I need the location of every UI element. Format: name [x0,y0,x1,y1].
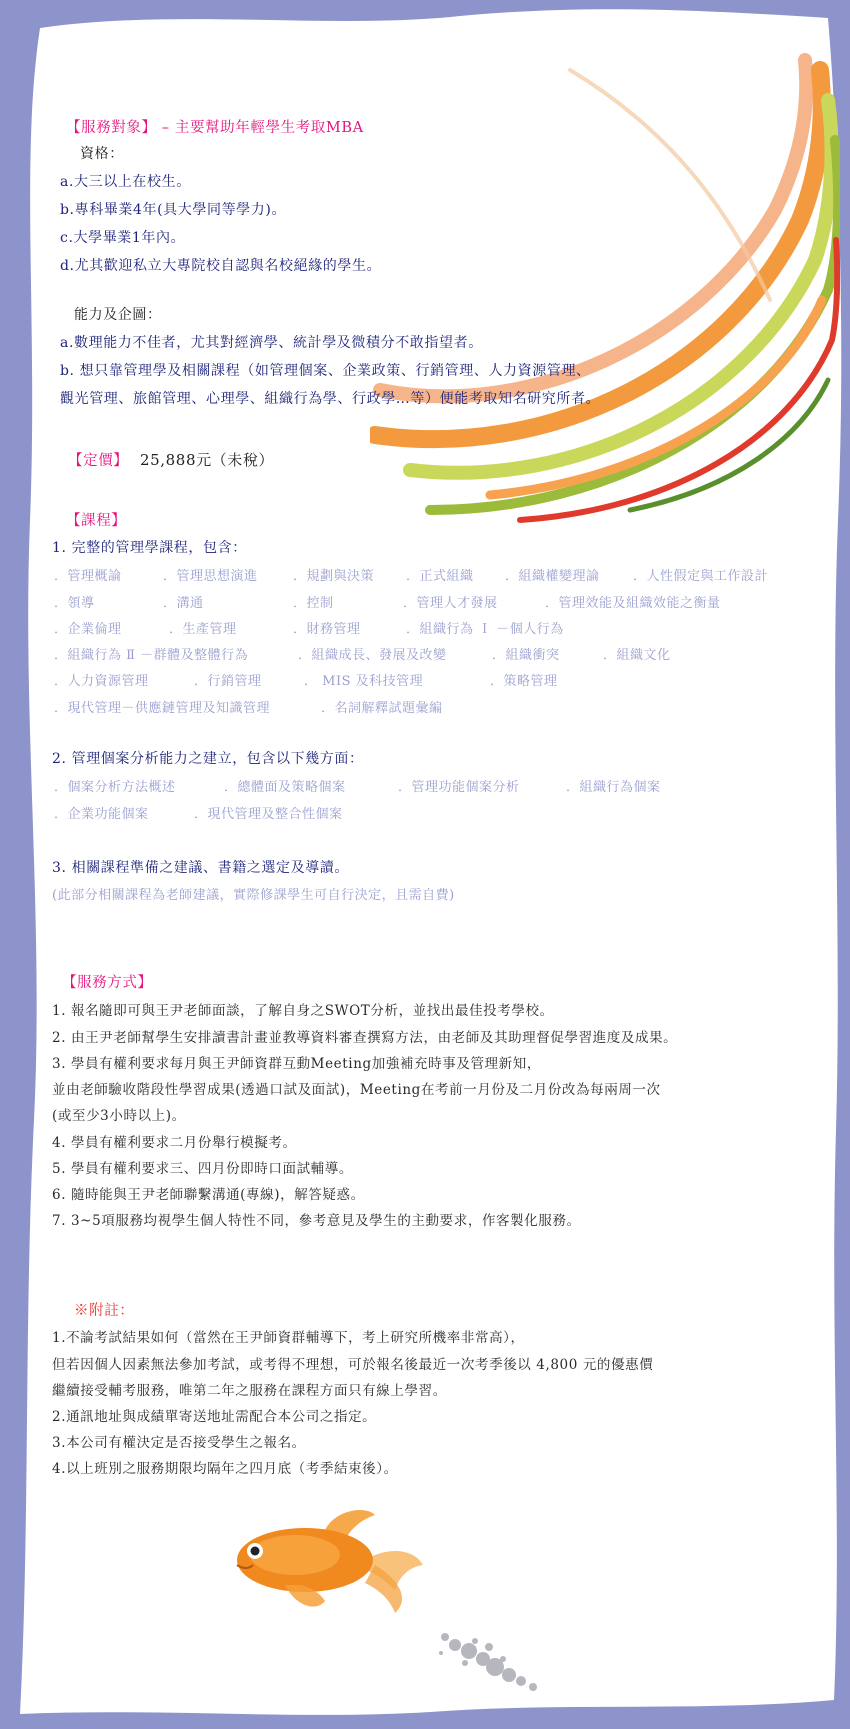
course-item: ．正式組織 [406,569,474,584]
note-line: 2.通訊地址與成績單寄送地址需配合本公司之指定。 [52,1409,377,1425]
course-item: ．企業倫理 [54,622,122,637]
service-line: 1. 報名隨即可與王尹老師面談，了解自身之SWOT分析，並找出最佳投考學校。 [52,1003,554,1019]
course-item: ．名詞解釋試題彙編 [321,701,443,716]
course-item: ．人力資源管理 [54,674,149,689]
course-item: ．組織衝突 [492,648,560,663]
course-item: ．管理效能及組織效能之衡量 [545,596,721,611]
service-line: 並由老師驗收階段性學習成果(透過口試及面試)，Meeting在考前一月份及二月份改為每兩周一次 [52,1082,661,1098]
note-line: 但若因個人因素無法參加考試，或考得不理想，可於報名後最近一次考季後以 4,800 元的優惠價 [52,1357,654,1373]
course-item: ． MIS 及科技管理 [304,674,424,689]
service-heading: 【服務方式】 [62,975,153,991]
case-item: ．管理功能個案分析 [398,780,520,795]
qualification-item: a.大三以上在校生。 [60,174,191,190]
course-item: ．財務管理 [293,622,361,637]
course-item: ．管理人才發展 [403,596,498,611]
course-item: ．領導 [54,596,95,611]
course-item: ．組織行為 Ｉ －個人行為 [406,622,564,637]
course-part2-title: 2. 管理個案分析能力之建立，包含以下幾方面： [52,751,364,767]
course-item: ．組織行為 Ⅱ －群體及整體行為 [54,648,249,663]
qualification-label: 資格： [80,146,124,162]
note-line: 3.本公司有權決定是否接受學生之報名。 [52,1435,306,1451]
course-item: ．組織文化 [603,648,671,663]
ability-item: 觀光管理、旅館管理、心理學、組織行為學、行政學…等）便能考取知名研究所者。 [60,391,601,407]
note-line: 繼續接受輔考服務，唯第二年之服務在課程方面只有線上學習。 [52,1383,447,1399]
case-item: ．企業功能個案 [54,807,149,822]
ability-item: a.數理能力不佳者，尤其對經濟學、統計學及微積分不敢指望者。 [60,335,483,351]
service-line: 2. 由王尹老師幫學生安排讀書計畫並教導資料審查撰寫方法，由老師及其助理督促學習進度及成果。 [52,1030,678,1046]
service-line: 3. 學員有權利要求每月與王尹師資群互動Meeting加強補充時事及管理新知， [52,1056,541,1072]
course-item: ．規劃與決策 [293,569,375,584]
qualification-item: c.大學畢業1年內。 [60,230,186,246]
ability-label: 能力及企圖： [74,307,162,323]
course-item: ．組織成長、發展及改變 [298,648,447,663]
course-item: ．管理概論 [54,569,122,584]
qualification-item: d.尤其歡迎私立大專院校自認與名校絕緣的學生。 [60,258,382,274]
target-heading: 【服務對象】 – 主要幫助年輕學生考取MBA [66,120,364,136]
case-item: ．總體面及策略個案 [224,780,346,795]
price-value: 25,888元（未稅） [140,451,275,469]
service-line: 6. 隨時能與王尹老師聯繫溝通(專線)，解答疑惑。 [52,1187,365,1203]
course-item: ．生產管理 [169,622,237,637]
ink-splash-graphic [425,1625,555,1705]
course-part3-title: 3. 相關課程準備之建議、書籍之選定及導讀。 [52,860,350,876]
course-part1-title: 1. 完整的管理學課程，包含： [52,540,247,556]
course-item: ．組織權變理論 [505,569,600,584]
note-line: 4.以上班別之服務期限均隔年之四月底（考季結束後）。 [52,1461,398,1477]
ability-item: b. 想只靠管理學及相關課程（如管理個案、企業政策、行銷管理、人力資源管理、 [60,363,591,379]
qualification-item: b.專科畢業4年(具大學同等學力)。 [60,202,287,218]
case-item: ．現代管理及整合性個案 [194,807,343,822]
goldfish-illustration [225,1505,425,1615]
service-line: 4. 學員有權利要求二月份舉行模擬考。 [52,1135,297,1151]
course-part3-note: (此部分相關課程為老師建議，實際修課學生可自行決定，且需自費) [52,888,455,903]
note-line: 1.不論考試結果如何（當然在王尹師資群輔導下，考上研究所機率非常高）， [52,1330,525,1346]
course-item: ．行銷管理 [194,674,262,689]
rainbow-swoosh-graphic [370,40,840,560]
price-label: 【定價】 [68,453,129,469]
course-item: ．策略管理 [490,674,558,689]
course-item: ．管理思想演進 [163,569,258,584]
course-item: ．現代管理－供應鏈管理及知識管理 [54,701,271,716]
notes-heading: ※附註： [74,1303,135,1319]
service-line: 5. 學員有權利要求三、四月份即時口面試輔導。 [52,1161,353,1177]
course-item: ．人性假定與工作設計 [633,569,769,584]
case-item: ．組織行為個案 [566,780,661,795]
course-item: ．溝通 [163,596,204,611]
course-heading: 【課程】 [66,513,127,529]
course-item: ．控制 [293,596,334,611]
service-line: 7. 3~5項服務均視學生個人特性不同，參考意見及學生的主動要求，作客製化服務。 [52,1213,581,1229]
service-line: (或至少3小時以上)。 [52,1108,186,1124]
case-item: ．個案分析方法概述 [54,780,176,795]
